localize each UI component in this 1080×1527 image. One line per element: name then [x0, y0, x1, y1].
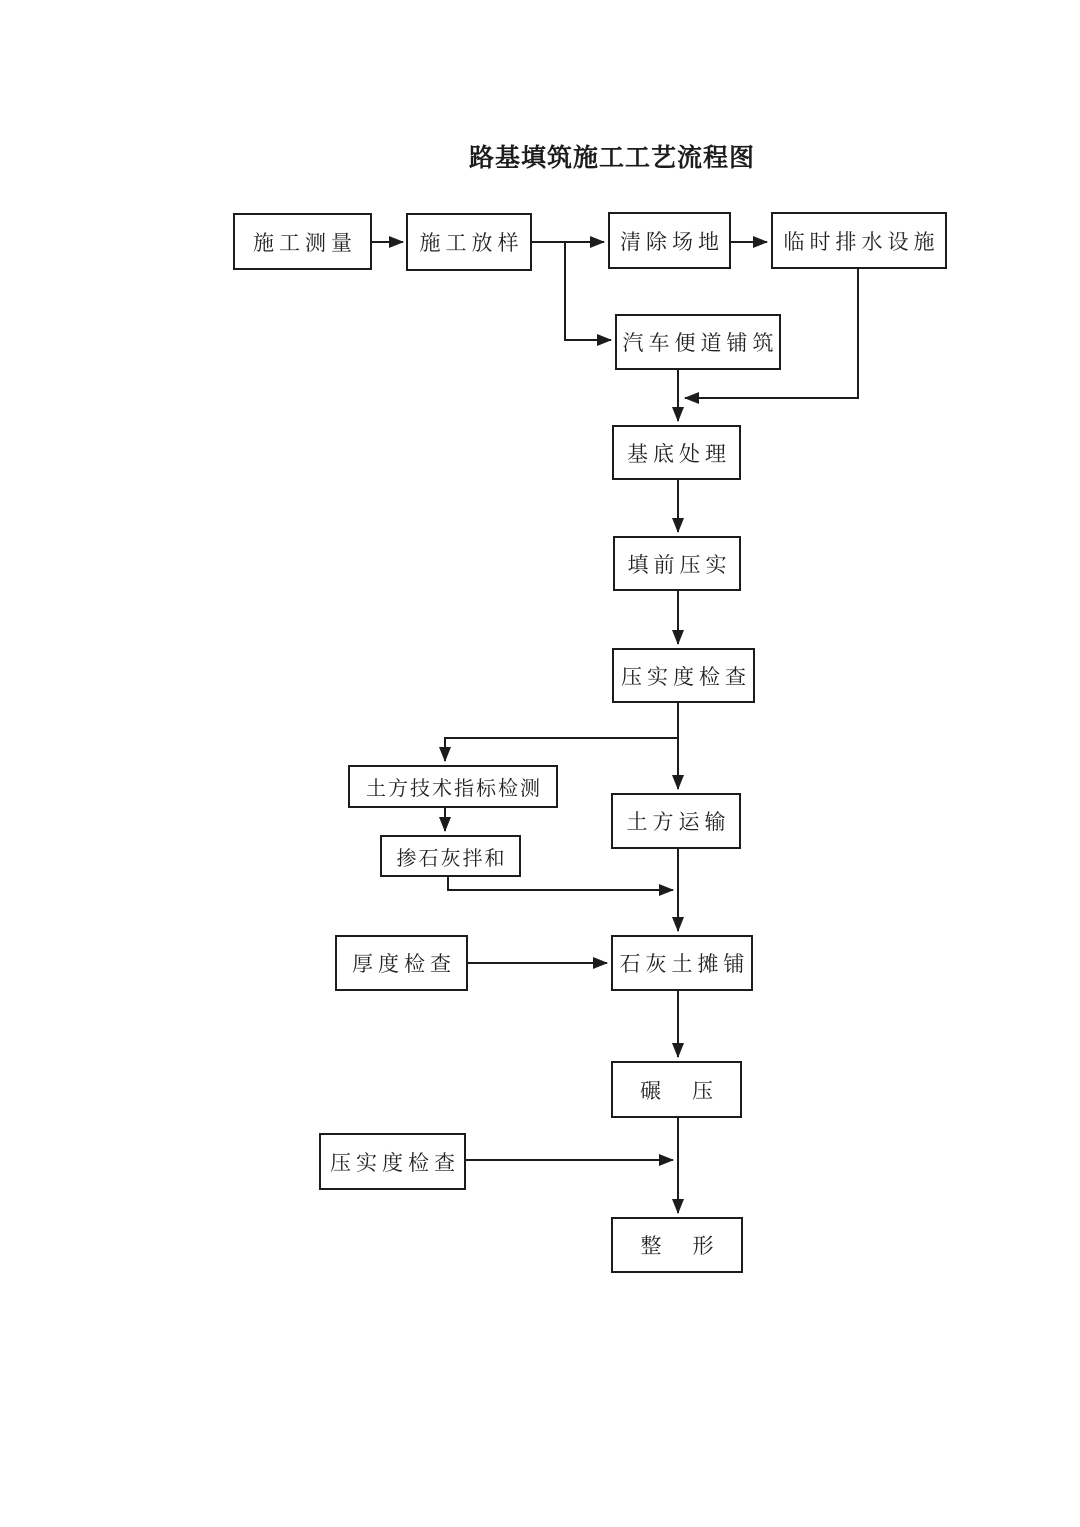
- node-earthwork-index-test: 土方技术指标检测: [348, 765, 558, 808]
- node-temporary-drainage: 临时排水设施: [771, 212, 947, 269]
- node-compaction-check-2: 压实度检查: [319, 1133, 466, 1190]
- node-foundation-treatment: 基底处理: [612, 425, 741, 480]
- node-lime-mixing: 掺石灰拌和: [380, 835, 521, 877]
- node-lime-soil-spreading: 石灰土摊铺: [611, 935, 753, 991]
- edge-setting-out-to-access-road: [565, 242, 611, 340]
- edge-lime-mixing-to-merge: [448, 877, 673, 890]
- node-construction-survey: 施工测量: [233, 213, 372, 270]
- node-construction-setting-out: 施工放样: [406, 213, 532, 271]
- node-rolling: 碾 压: [611, 1061, 742, 1118]
- node-shaping: 整 形: [611, 1217, 743, 1273]
- diagram-title: 路基填筑施工工艺流程图: [468, 144, 755, 172]
- node-compaction-check-1: 压实度检查: [612, 648, 755, 703]
- edge-check1-to-index-test: [445, 738, 678, 761]
- node-site-clearing: 清除场地: [608, 212, 731, 269]
- node-earthwork-transport: 土方运输: [611, 793, 741, 849]
- node-vehicle-access-road-paving: 汽车便道铺筑: [615, 314, 781, 370]
- node-thickness-check: 厚度检查: [335, 935, 468, 991]
- node-pre-fill-compaction: 填前压实: [613, 536, 741, 591]
